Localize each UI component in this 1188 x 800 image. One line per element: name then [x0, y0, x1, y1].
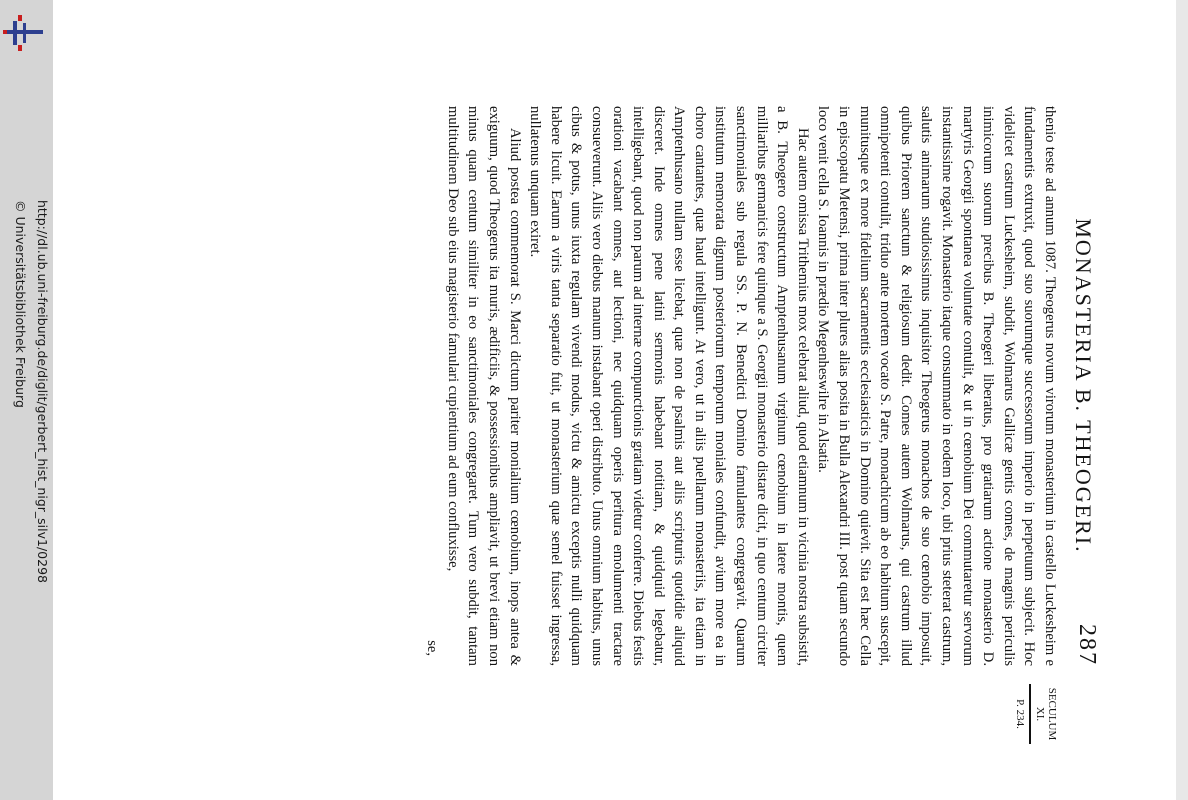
- source-url-block: [6, 200, 52, 790]
- page-body: [422, 106, 1060, 666]
- page-header-title: MONASTERIA B. THEOGERI.: [1071, 218, 1096, 554]
- running-header: [1066, 106, 1100, 666]
- margin-seculum: SECULUM: [1046, 687, 1058, 741]
- paragraph-2: Hac autem omissa Trithemius mox celebrat aliud, quod etiamnum in vicinia nostra subsistit, a B. Theogero constructum Amptenhusanum virginum cœnobium in latere montis, quem milliaribus germanicis fere quinque a S. Georgii monasterio distare dicit, in quo centum circiter sanctimoniales sub regula SS. P. N. Benedicti Domino famulantes congregavit. Quarum institutum memorata dignum posteriorum temporum moniales confundit, avium more ea in choro cantantes, quæ haud intelligunt. At vero, ut in aliis puellarum monasteriis, ita etiam in Amptenhusano nullam esse licebat, quæ non de psalmis aut aliis scripturis quotidie aliquid disceret. Inde omnes pene latini sermonis habebant notitiam, & quidquid legebatur, intelligebant, quod non parum ad internæ compunctionis gratiam videtur conferre. Diebus festis orationi vacabant omnes, aut lectioni, nec quidquam operis peritura emolumenti tractare consueverunt. Aliis vero diebus manum instabant operi distributo. Unus omnium habitus, unus cibus & potus, unus iuxta regulam vivendi modus, victu & amictu exceptis nulli quidquam habere licuit. Earum a viris tanta separatio fuit, ut monasterium quæ semel fuisset ingressa, nullatenus unquam exiret.: [527, 106, 811, 666]
- source-url[interactable]: http://dl.ub.uni-freiburg.de/diglit/gerbert_hist_nigr_silv1/0298: [35, 200, 50, 583]
- margin-ref: P. 234.: [1014, 699, 1026, 729]
- margin-rule: [1029, 684, 1031, 744]
- university-library-logo[interactable]: [3, 15, 45, 51]
- margin-century: XI.: [1034, 706, 1046, 722]
- catchword: se,: [424, 640, 441, 656]
- viewer-sidebar: [0, 0, 53, 800]
- page-edge: [1176, 0, 1188, 800]
- copyright-text: © Universitätsbibliothek Freiburg: [13, 200, 28, 408]
- rotated-page-text: [86, 106, 1100, 741]
- paragraph-1: thenio teste ad annum 1087. Theogerus novum virorum monasterium in castello Luckesheim e fundamentis extruxit, quod suo suorumque successorum imperio in perpetuum subjecit. Hoc videlicet castrum Luckesheim, subdit, Wolmarus Gallicæ gentis comes, de magnis periculis inimicorum suorum precibus B. Theogeri liberatus, pro gratiarum actione monasterio D. martyris Georgii spontanea voluntate contulit, & ut in cœnobium Dei commutaretur servorum instantissime rogavit. Monasterio itaque consummato in eodem loco, ubi prius steterat castrum, salutis animarum studiosissimus inquisitor Theogerus monachos de suo cœnobio imposuit, quibus Priorem sanctum & religiosum dedit. Comes autem Wolmarus, qui castrum illud omnipotenti contulit, triduo ante mortem vocato S. Patre, monachicum ab eo habitum suscepit, munitusque ex more fidelium sacramentis ecclesiasticis in Domino quievit. Sita est hæc Cella in episcopatu Metensi, prima inter plures alias posita in Bulla Alexandri III. post quam secundo loco venit cella S. Ioannis in prædio Megenheswilre in Alsatia.: [815, 106, 1058, 666]
- margin-note: [968, 684, 1058, 744]
- page-number: 287: [1074, 624, 1100, 666]
- paragraph-3: Aliud postea commemorat S. Marci dictum pariter monialium cœnobium, inops antea & exiguum, quod Theogerus ita muris, ædificiis, & possessionibus ampliavit, ut brevi etiam non minus quam centum similiter in eo sanctimoniales congregaret. Tum vero subdit, tantam multitudinem Deo sub eius magisterio famulari cupientium ad eum confluxisse,: [444, 106, 523, 666]
